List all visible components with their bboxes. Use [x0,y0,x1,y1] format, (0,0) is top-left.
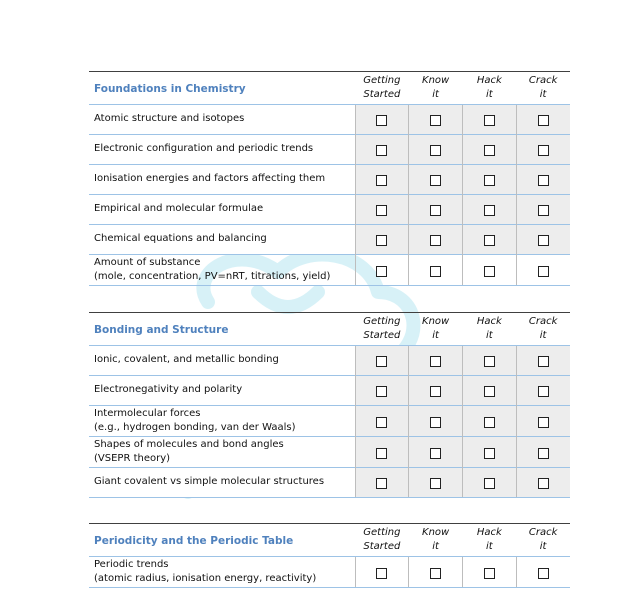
topic-label [89,406,355,437]
level-header-line: Crack [528,316,558,327]
level-header-crack-it [516,72,570,105]
level-cell [516,195,570,225]
topic-row [89,376,570,406]
checkbox-getting-started[interactable] [376,175,387,186]
level-header-line: it [486,541,493,552]
level-cell [463,346,517,376]
level-header-hack-it [463,72,517,105]
checkbox-crack-it[interactable] [538,175,549,186]
level-cell [463,557,517,588]
level-cell [516,135,570,165]
topic-label [89,225,355,255]
checkbox-hack-it[interactable] [484,175,495,186]
level-header-line: Getting [363,527,401,538]
checkbox-know-it[interactable] [430,568,441,579]
level-cell [409,105,463,135]
level-cell [516,165,570,195]
checkbox-hack-it[interactable] [484,115,495,126]
level-header-know-it [409,313,463,346]
level-header-line: it [432,541,439,552]
level-cell [355,376,409,406]
level-header-hack-it [463,524,517,557]
topic-name: Periodic trends [94,558,169,570]
topic-name: Electronic configuration and periodic trends [94,143,314,155]
topic-row [89,105,570,135]
topic-row [89,557,570,588]
level-cell [355,135,409,165]
level-cell [463,225,517,255]
checkbox-know-it[interactable] [430,417,441,428]
checkbox-know-it[interactable] [430,205,441,216]
level-header-line: Started [363,541,401,552]
topic-name: Ionic, covalent, and metallic bonding [94,354,279,366]
level-cell [409,165,463,195]
level-header-getting-started [355,313,409,346]
level-cell [463,406,517,437]
topic-label [89,195,355,225]
level-header-line: it [539,89,547,100]
topic-row [89,437,570,468]
checkbox-know-it[interactable] [430,145,441,156]
level-header-line: Hack [476,75,502,86]
topic-name: Ionisation energies and factors affecting them [94,173,326,185]
checkbox-getting-started[interactable] [376,266,387,277]
level-cell [355,255,409,286]
level-header-line: it [432,330,439,341]
level-cell [409,376,463,406]
level-cell [409,195,463,225]
level-cell [516,346,570,376]
checkbox-crack-it[interactable] [538,235,549,246]
topic-row [89,406,570,437]
topic-label [89,557,355,588]
checklist-section-bonding-and-structure [89,312,570,498]
checkbox-know-it[interactable] [430,115,441,126]
level-header-line: Hack [476,316,502,327]
topic-name: Amount of substance [94,256,201,268]
section-title: Bonding and Structure [94,324,229,336]
level-header-line: Know [422,75,450,86]
topic-label [89,346,355,376]
checkbox-crack-it[interactable] [538,417,549,428]
checkbox-crack-it[interactable] [538,386,549,397]
level-cell [516,406,570,437]
level-cell [463,468,517,498]
level-cell [409,437,463,468]
topic-detail: (VSEPR theory) [94,453,171,464]
level-header-line: Hack [476,527,502,538]
checkbox-crack-it[interactable] [538,115,549,126]
checkbox-getting-started[interactable] [376,205,387,216]
level-cell [409,406,463,437]
level-cell [463,165,517,195]
checkbox-hack-it[interactable] [484,478,495,489]
checkbox-getting-started[interactable] [376,448,387,459]
level-header-getting-started [355,524,409,557]
topic-name: Shapes of molecules and bond angles [94,438,284,450]
level-cell [516,376,570,406]
checkbox-hack-it[interactable] [484,356,495,367]
topic-row [89,225,570,255]
level-cell [409,346,463,376]
level-header-line: it [539,330,547,341]
level-header-line: Know [422,527,450,538]
level-header-line: Started [363,330,401,341]
level-header-know-it [409,524,463,557]
level-header-getting-started [355,72,409,105]
level-header-crack-it [516,313,570,346]
topic-name: Intermolecular forces [94,407,201,419]
level-cell [516,255,570,286]
checkbox-hack-it[interactable] [484,386,495,397]
level-header-line: Getting [363,316,401,327]
topic-label [89,135,355,165]
level-header-line: it [432,89,439,100]
checkbox-getting-started[interactable] [376,145,387,156]
checkbox-know-it[interactable] [430,386,441,397]
checklist-section-foundations-in-chemistry [89,71,570,286]
checkbox-getting-started[interactable] [376,478,387,489]
checkbox-know-it[interactable] [430,448,441,459]
topic-label [89,105,355,135]
checkbox-hack-it[interactable] [484,235,495,246]
topic-row [89,195,570,225]
level-cell [463,437,517,468]
level-cell [516,468,570,498]
level-cell [409,135,463,165]
level-cell [463,105,517,135]
section-title: Foundations in Chemistry [94,83,246,95]
checkbox-know-it[interactable] [430,266,441,277]
level-header-line: Getting [363,75,401,86]
checkbox-getting-started[interactable] [376,386,387,397]
checkbox-crack-it[interactable] [538,266,549,277]
checkbox-crack-it[interactable] [538,448,549,459]
topic-row [89,135,570,165]
level-cell [516,557,570,588]
checkbox-crack-it[interactable] [538,356,549,367]
level-cell [409,557,463,588]
level-cell [355,105,409,135]
level-cell [355,195,409,225]
checkbox-getting-started[interactable] [376,417,387,428]
level-cell [355,557,409,588]
level-header-crack-it [516,524,570,557]
checkbox-hack-it[interactable] [484,568,495,579]
level-cell [516,105,570,135]
level-cell [463,255,517,286]
topic-name: Chemical equations and balancing [94,233,267,245]
level-cell [409,468,463,498]
topic-label [89,468,355,498]
level-cell [463,195,517,225]
topic-label [89,255,355,286]
level-cell [355,346,409,376]
level-header-line: Know [422,316,450,327]
checkbox-know-it[interactable] [430,235,441,246]
checkbox-getting-started[interactable] [376,356,387,367]
topic-label [89,376,355,406]
topic-label [89,437,355,468]
level-header-hack-it [463,313,517,346]
checkbox-crack-it[interactable] [538,568,549,579]
level-header-line: it [486,89,493,100]
checkbox-hack-it[interactable] [484,266,495,277]
checkbox-crack-it[interactable] [538,145,549,156]
topic-name: Electronegativity and polarity [94,384,243,396]
level-header-line: it [486,330,493,341]
level-cell [355,165,409,195]
topic-row [89,255,570,286]
level-cell [409,225,463,255]
topic-name: Atomic structure and isotopes [94,113,245,125]
level-cell [516,437,570,468]
checkbox-hack-it[interactable] [484,417,495,428]
level-cell [355,437,409,468]
topic-label [89,165,355,195]
checkbox-hack-it[interactable] [484,448,495,459]
checkbox-hack-it[interactable] [484,205,495,216]
level-cell [355,468,409,498]
level-cell [355,406,409,437]
topic-row [89,165,570,195]
topic-row [89,346,570,376]
level-header-line: Started [363,89,401,100]
checkbox-know-it[interactable] [430,356,441,367]
level-header-line: it [539,541,547,552]
topic-detail: (atomic radius, ionisation energy, reactivity) [94,573,317,584]
level-cell [409,255,463,286]
topic-name: Empirical and molecular formulae [94,203,264,215]
checkbox-getting-started[interactable] [376,115,387,126]
topic-detail: (e.g., hydrogen bonding, van der Waals) [94,422,296,433]
topic-name: Giant covalent vs simple molecular structures [94,476,325,488]
level-header-line: Crack [528,75,558,86]
topic-row [89,468,570,498]
checkbox-know-it[interactable] [430,175,441,186]
checkbox-crack-it[interactable] [538,478,549,489]
level-cell [463,135,517,165]
topic-detail: (mole, concentration, PV=nRT, titrations, yield) [94,271,331,282]
level-cell [463,376,517,406]
level-cell [516,225,570,255]
level-header-line: Crack [528,527,558,538]
section-title: Periodicity and the Periodic Table [94,535,294,547]
checkbox-getting-started[interactable] [376,568,387,579]
level-header-know-it [409,72,463,105]
checkbox-getting-started[interactable] [376,235,387,246]
level-cell [355,225,409,255]
checkbox-know-it[interactable] [430,478,441,489]
checkbox-crack-it[interactable] [538,205,549,216]
checklist-section-periodicity-and-the-periodic-table [89,523,570,588]
checkbox-hack-it[interactable] [484,145,495,156]
